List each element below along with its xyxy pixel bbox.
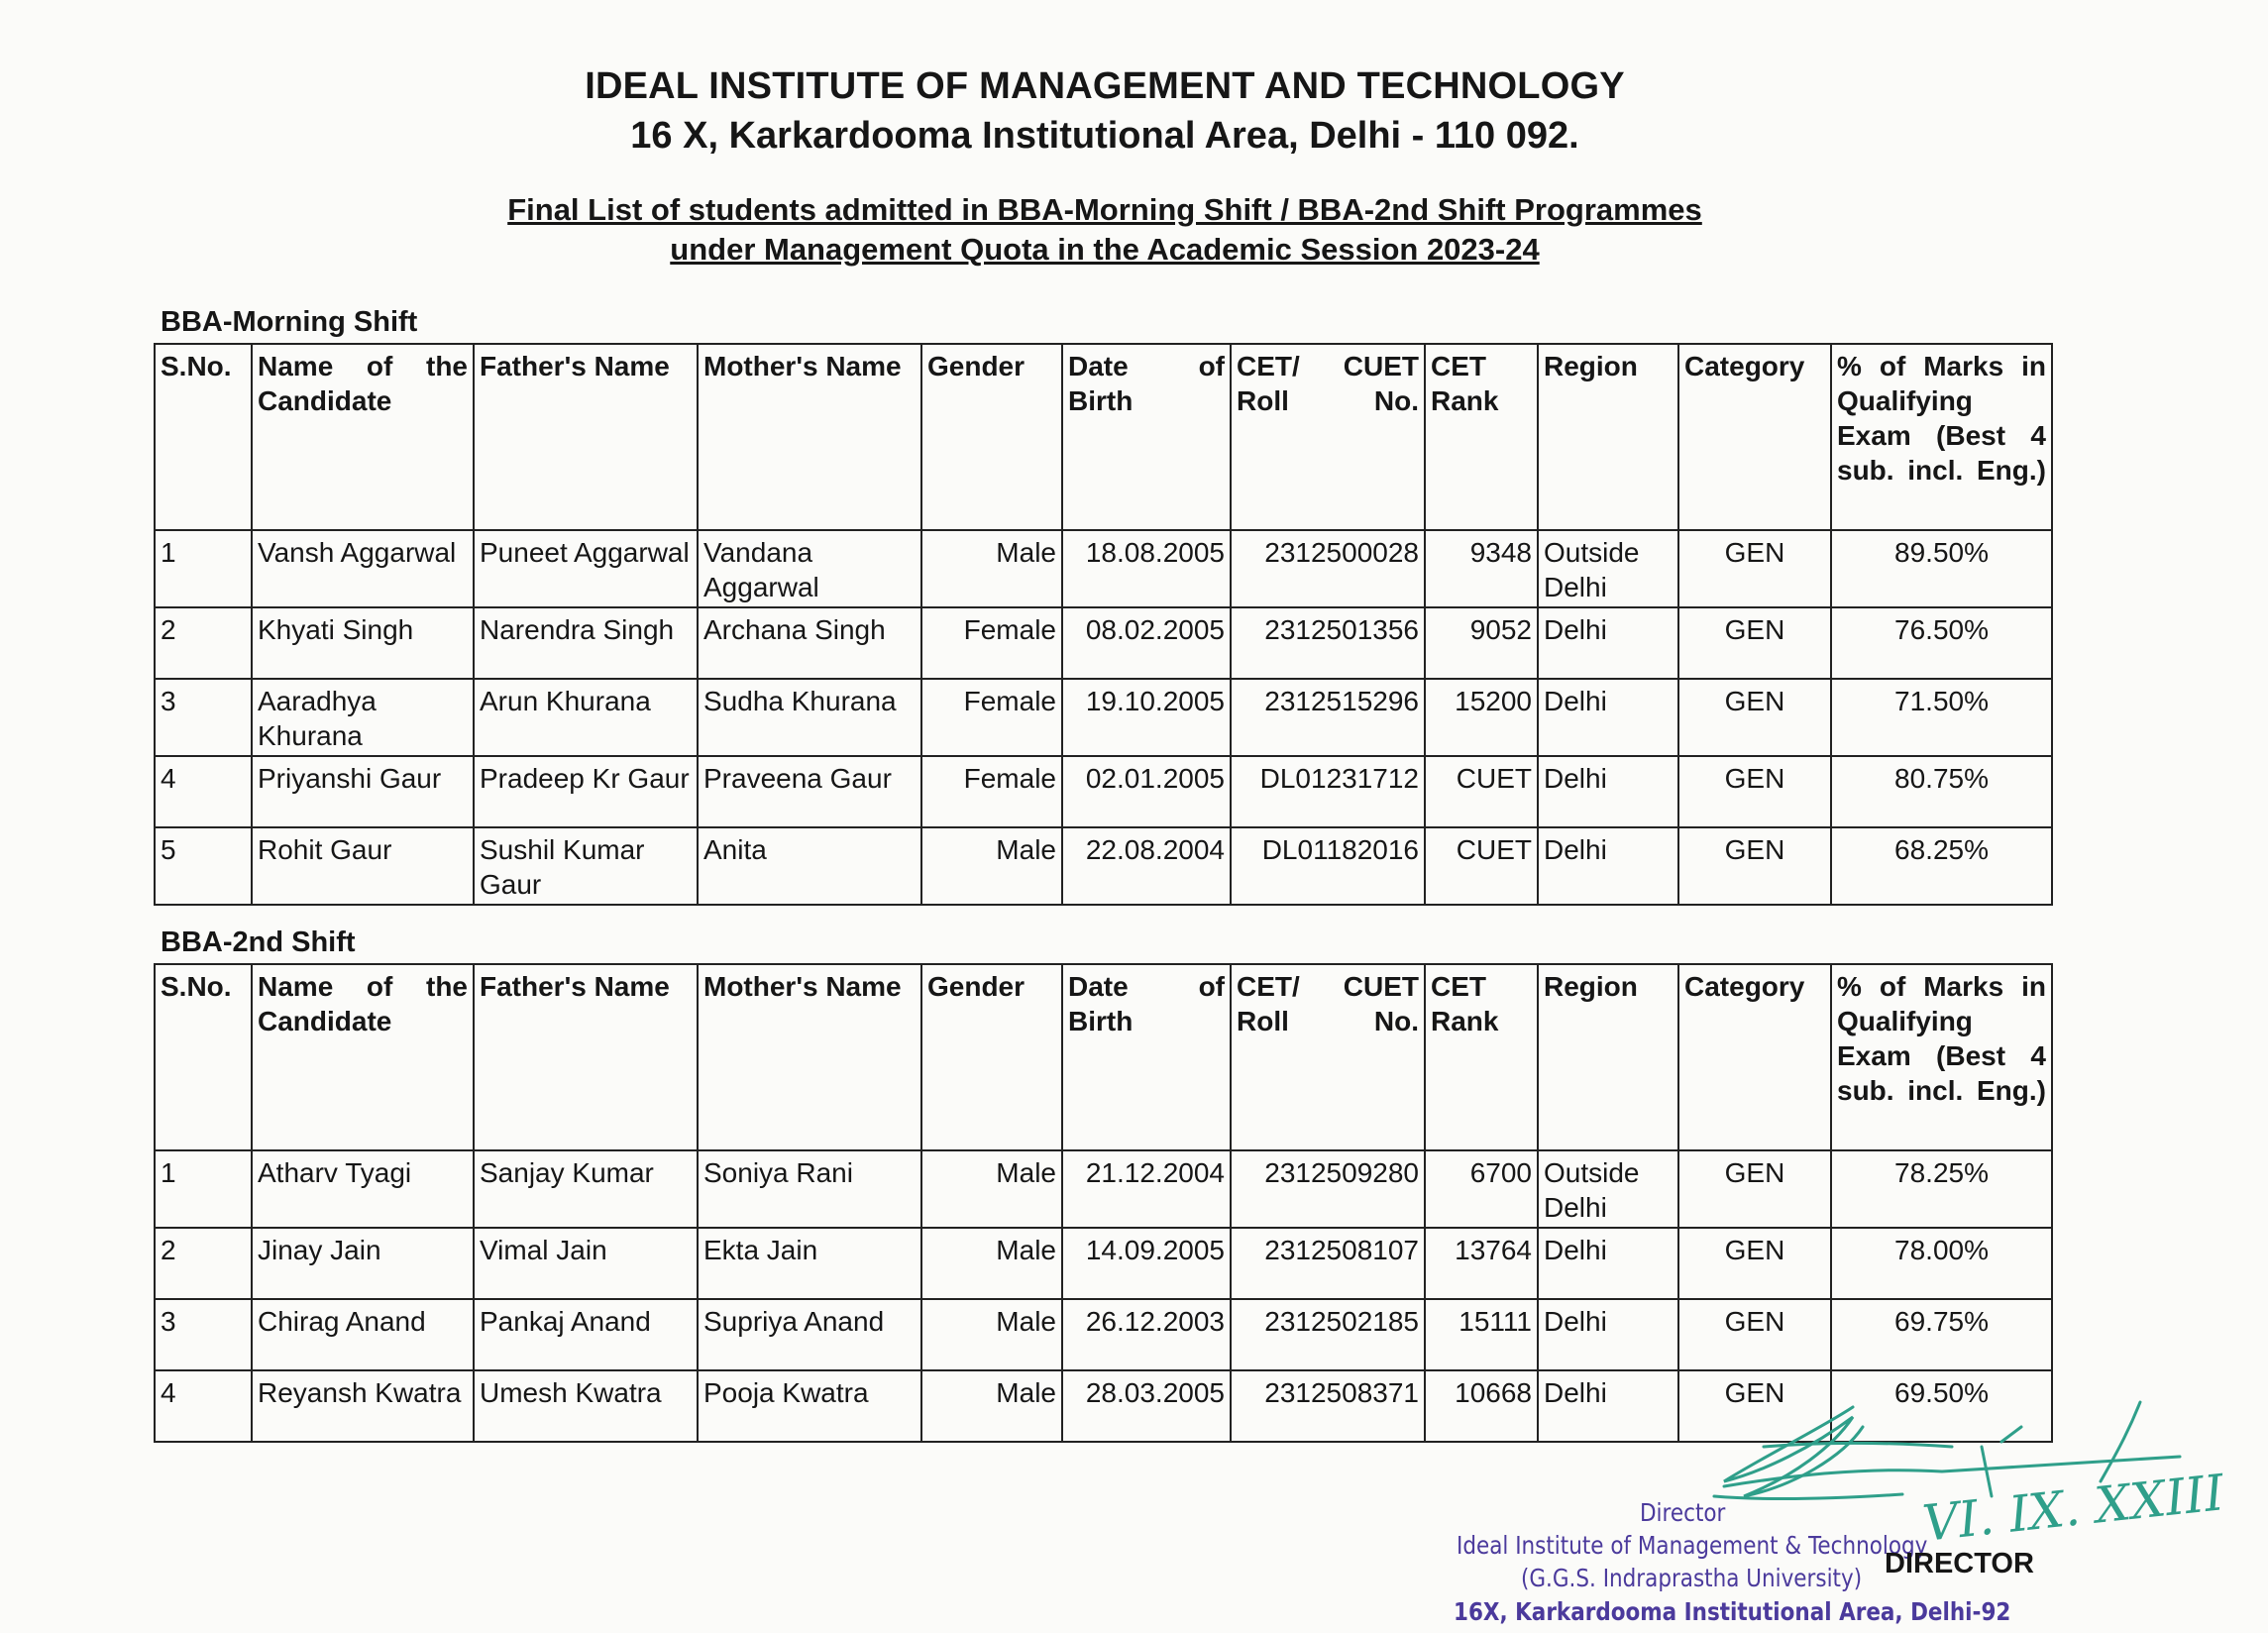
cell-roll: DL01182016	[1231, 827, 1425, 905]
cell-dob: 02.01.2005	[1062, 756, 1231, 827]
cell-name: Priyanshi Gaur	[252, 756, 474, 827]
cell-dob: 26.12.2003	[1062, 1299, 1231, 1370]
cell-name: Chirag Anand	[252, 1299, 474, 1370]
column-header-region: Region	[1538, 964, 1678, 1150]
cell-mother: Praveena Gaur	[698, 756, 921, 827]
cell-roll: 2312502185	[1231, 1299, 1425, 1370]
cell-region: Outside Delhi	[1538, 1150, 1678, 1228]
cell-father: Pankaj Anand	[474, 1299, 698, 1370]
list-title-line2: under Management Quota in the Academic Session 2023-24	[670, 232, 1540, 267]
cell-region: Delhi	[1538, 679, 1678, 756]
institute-address: 16 X, Karkardooma Institutional Area, Delhi - 110 092.	[630, 115, 1579, 157]
stamp-university: (G.G.S. Indraprastha University)	[1521, 1564, 1863, 1592]
cell-marks: 69.75%	[1831, 1299, 2052, 1370]
cell-name: Reyansh Kwatra	[252, 1370, 474, 1442]
column-header-gender: Gender	[921, 344, 1062, 530]
table-row	[155, 1370, 2052, 1442]
cell-region: Delhi	[1538, 607, 1678, 679]
cell-dob: 18.08.2005	[1062, 530, 1231, 607]
cell-marks: 89.50%	[1831, 530, 2052, 607]
cell-gender: Male	[921, 1228, 1062, 1299]
cell-sno: 4	[155, 756, 252, 827]
list-title-line1: Final List of students admitted in BBA-Morning Shift / BBA-2nd Shift Programmes	[507, 192, 1702, 227]
cell-father: Puneet Aggarwal	[474, 530, 698, 607]
column-header-sno: S.No.	[155, 344, 252, 530]
cell-sno: 3	[155, 1299, 252, 1370]
cell-region: Delhi	[1538, 827, 1678, 905]
cell-gender: Male	[921, 1370, 1062, 1442]
stamp-title: Director	[1640, 1498, 1726, 1527]
cell-name: Jinay Jain	[252, 1228, 474, 1299]
table-row	[155, 1299, 2052, 1370]
cell-sno: 4	[155, 1370, 252, 1442]
column-header-mother: Mother's Name	[698, 964, 921, 1150]
section-label-morning: BBA-Morning Shift	[161, 306, 418, 338]
cell-gender: Female	[921, 607, 1062, 679]
cell-region: Delhi	[1538, 1228, 1678, 1299]
cell-marks: 78.00%	[1831, 1228, 2052, 1299]
cell-rank: 9348	[1425, 530, 1538, 607]
column-header-roll: CET/ CUET Roll No.	[1231, 964, 1425, 1150]
column-header-rank: CET Rank	[1425, 964, 1538, 1150]
cell-rank: 15111	[1425, 1299, 1538, 1370]
cell-rank: 9052	[1425, 607, 1538, 679]
column-header-marks: % of Marks in Qualifying Exam (Best 4 sub. incl. Eng.)	[1831, 964, 2052, 1150]
cell-rank: 10668	[1425, 1370, 1538, 1442]
column-header-father: Father's Name	[474, 964, 698, 1150]
director-label: DIRECTOR	[1885, 1548, 2034, 1579]
cell-gender: Female	[921, 679, 1062, 756]
table-row	[155, 530, 2052, 607]
cell-sno: 2	[155, 607, 252, 679]
stamp-institute: Ideal Institute of Management & Technology	[1457, 1531, 1928, 1560]
cell-mother: Sudha Khurana	[698, 679, 921, 756]
cell-gender: Female	[921, 756, 1062, 827]
cell-dob: 19.10.2005	[1062, 679, 1231, 756]
cell-father: Pradeep Kr Gaur	[474, 756, 698, 827]
institute-name: IDEAL INSTITUTE OF MANAGEMENT AND TECHNOLOGY	[585, 65, 1625, 107]
cell-name: Rohit Gaur	[252, 827, 474, 905]
column-header-name: Name of the Candidate	[252, 964, 474, 1150]
column-header-region: Region	[1538, 344, 1678, 530]
cell-region: Delhi	[1538, 756, 1678, 827]
column-header-dob: Date of Birth	[1062, 344, 1231, 530]
cell-name: Aaradhya Khurana	[252, 679, 474, 756]
cell-father: Sushil Kumar Gaur	[474, 827, 698, 905]
column-header-sno: S.No.	[155, 964, 252, 1150]
cell-marks: 78.25%	[1831, 1150, 2052, 1228]
cell-name: Khyati Singh	[252, 607, 474, 679]
cell-roll: 2312500028	[1231, 530, 1425, 607]
cell-sno: 3	[155, 679, 252, 756]
cell-category: GEN	[1678, 530, 1831, 607]
cell-marks: 80.75%	[1831, 756, 2052, 827]
cell-category: GEN	[1678, 1228, 1831, 1299]
cell-roll: DL01231712	[1231, 756, 1425, 827]
cell-marks: 76.50%	[1831, 607, 2052, 679]
cell-dob: 14.09.2005	[1062, 1228, 1231, 1299]
cell-gender: Male	[921, 827, 1062, 905]
cell-sno: 5	[155, 827, 252, 905]
table-row	[155, 1150, 2052, 1228]
column-header-mother: Mother's Name	[698, 344, 921, 530]
table-row	[155, 679, 2052, 756]
cell-region: Outside Delhi	[1538, 530, 1678, 607]
signature-date: VI. IX. XXIII	[1919, 1464, 2227, 1553]
cell-sno: 1	[155, 1150, 252, 1228]
column-header-roll: CET/ CUET Roll No.	[1231, 344, 1425, 530]
cell-mother: Vandana Aggarwal	[698, 530, 921, 607]
cell-sno: 2	[155, 1228, 252, 1299]
table-second-shift	[154, 963, 2053, 1443]
cell-rank: CUET	[1425, 827, 1538, 905]
table-row	[155, 607, 2052, 679]
cell-mother: Pooja Kwatra	[698, 1370, 921, 1442]
cell-mother: Supriya Anand	[698, 1299, 921, 1370]
table-row	[155, 756, 2052, 827]
stamp-address: 16X, Karkardooma Institutional Area, Delhi-92	[1454, 1597, 2011, 1626]
cell-mother: Anita	[698, 827, 921, 905]
column-header-gender: Gender	[921, 964, 1062, 1150]
cell-category: GEN	[1678, 607, 1831, 679]
column-header-father: Father's Name	[474, 344, 698, 530]
cell-rank: 15200	[1425, 679, 1538, 756]
column-header-rank: CET Rank	[1425, 344, 1538, 530]
cell-roll: 2312501356	[1231, 607, 1425, 679]
column-header-category: Category	[1678, 964, 1831, 1150]
header-row	[155, 344, 2052, 530]
cell-region: Delhi	[1538, 1370, 1678, 1442]
cell-rank: 13764	[1425, 1228, 1538, 1299]
cell-father: Narendra Singh	[474, 607, 698, 679]
cell-roll: 2312509280	[1231, 1150, 1425, 1228]
cell-region: Delhi	[1538, 1299, 1678, 1370]
column-header-dob: Date of Birth	[1062, 964, 1231, 1150]
cell-roll: 2312508107	[1231, 1228, 1425, 1299]
cell-marks: 68.25%	[1831, 827, 2052, 905]
cell-category: GEN	[1678, 1299, 1831, 1370]
cell-father: Vimal Jain	[474, 1228, 698, 1299]
cell-sno: 1	[155, 530, 252, 607]
cell-mother: Ekta Jain	[698, 1228, 921, 1299]
column-header-marks: % of Marks in Qualifying Exam (Best 4 sub. incl. Eng.)	[1831, 344, 2052, 530]
cell-rank: 6700	[1425, 1150, 1538, 1228]
table-row	[155, 1228, 2052, 1299]
table-row	[155, 827, 2052, 905]
cell-dob: 21.12.2004	[1062, 1150, 1231, 1228]
cell-father: Sanjay Kumar	[474, 1150, 698, 1228]
cell-dob: 28.03.2005	[1062, 1370, 1231, 1442]
cell-marks: 69.50%	[1831, 1370, 2052, 1442]
column-header-name: Name of the Candidate	[252, 344, 474, 530]
cell-marks: 71.50%	[1831, 679, 2052, 756]
cell-gender: Male	[921, 530, 1062, 607]
cell-category: GEN	[1678, 827, 1831, 905]
cell-gender: Male	[921, 1150, 1062, 1228]
cell-dob: 08.02.2005	[1062, 607, 1231, 679]
cell-dob: 22.08.2004	[1062, 827, 1231, 905]
column-header-category: Category	[1678, 344, 1831, 530]
cell-name: Vansh Aggarwal	[252, 530, 474, 607]
cell-roll: 2312515296	[1231, 679, 1425, 756]
header-row	[155, 964, 2052, 1150]
cell-category: GEN	[1678, 1370, 1831, 1442]
cell-father: Umesh Kwatra	[474, 1370, 698, 1442]
cell-rank: CUET	[1425, 756, 1538, 827]
cell-roll: 2312508371	[1231, 1370, 1425, 1442]
cell-mother: Soniya Rani	[698, 1150, 921, 1228]
cell-father: Arun Khurana	[474, 679, 698, 756]
cell-category: GEN	[1678, 756, 1831, 827]
cell-mother: Archana Singh	[698, 607, 921, 679]
cell-category: GEN	[1678, 1150, 1831, 1228]
section-label-second: BBA-2nd Shift	[161, 926, 356, 958]
cell-category: GEN	[1678, 679, 1831, 756]
cell-gender: Male	[921, 1299, 1062, 1370]
table-morning-shift	[154, 343, 2053, 906]
cell-name: Atharv Tyagi	[252, 1150, 474, 1228]
